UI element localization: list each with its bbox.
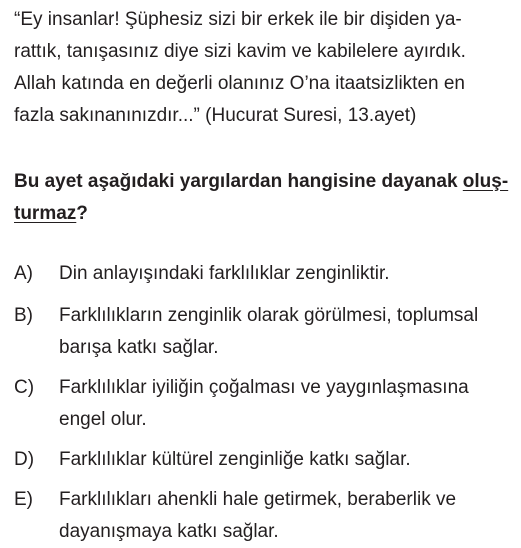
option-line: Farklılıklar iyiliğin çoğalması ve yaygınlaşmasına bbox=[59, 377, 469, 398]
option-text bbox=[59, 444, 514, 476]
option-text bbox=[59, 300, 514, 364]
option-line: Din anlayışındaki farklılıklar zenginliktir. bbox=[59, 263, 390, 284]
quote-line: fazla sakınanınızdır...” (Hucurat Suresi, 13.ayet) bbox=[14, 105, 417, 126]
option-c[interactable] bbox=[14, 372, 514, 436]
question-emphasis: oluş- bbox=[462, 171, 509, 192]
question-emphasis: turmaz bbox=[14, 203, 77, 224]
option-letter: C) bbox=[14, 377, 35, 398]
option-d[interactable] bbox=[14, 444, 514, 476]
option-e[interactable] bbox=[14, 484, 514, 548]
verse-quote bbox=[14, 4, 514, 132]
option-letter: B) bbox=[14, 305, 33, 326]
option-letter: D) bbox=[14, 449, 35, 470]
option-line: dayanışmaya katkı sağlar. bbox=[59, 521, 279, 542]
question-text: Bu ayet aşağıdaki yargılardan hangisine dayanak bbox=[14, 171, 463, 192]
option-text bbox=[59, 258, 514, 290]
option-line: Farklılıklar kültürel zenginliğe katkı sağlar. bbox=[59, 449, 411, 470]
option-line: engel olur. bbox=[59, 409, 147, 430]
option-line: barışa katkı sağlar. bbox=[59, 337, 219, 358]
question-stem bbox=[14, 166, 514, 230]
option-text bbox=[59, 372, 514, 436]
quote-line: rattık, tanışasınız diye sizi kavim ve kabilelere ayırdık. bbox=[14, 41, 466, 62]
quote-line: Allah katında en değerli olanınız O’na itaatsizlikten en bbox=[14, 73, 465, 94]
option-a[interactable] bbox=[14, 258, 514, 290]
option-b[interactable] bbox=[14, 300, 514, 364]
question-line bbox=[14, 198, 514, 230]
option-line: Farklılıkları ahenkli hale getirmek, beraberlik ve bbox=[59, 489, 457, 510]
quote-line: “Ey insanlar! Şüphesiz sizi bir erkek ile bir dişiden ya- bbox=[14, 9, 462, 30]
option-letter: E) bbox=[14, 489, 33, 510]
option-letter: A) bbox=[14, 263, 33, 284]
option-line: Farklılıkların zenginlik olarak görülmesi, toplumsal bbox=[59, 305, 479, 326]
question-mark: ? bbox=[76, 203, 88, 224]
question-line bbox=[14, 166, 514, 198]
option-text bbox=[59, 484, 514, 548]
